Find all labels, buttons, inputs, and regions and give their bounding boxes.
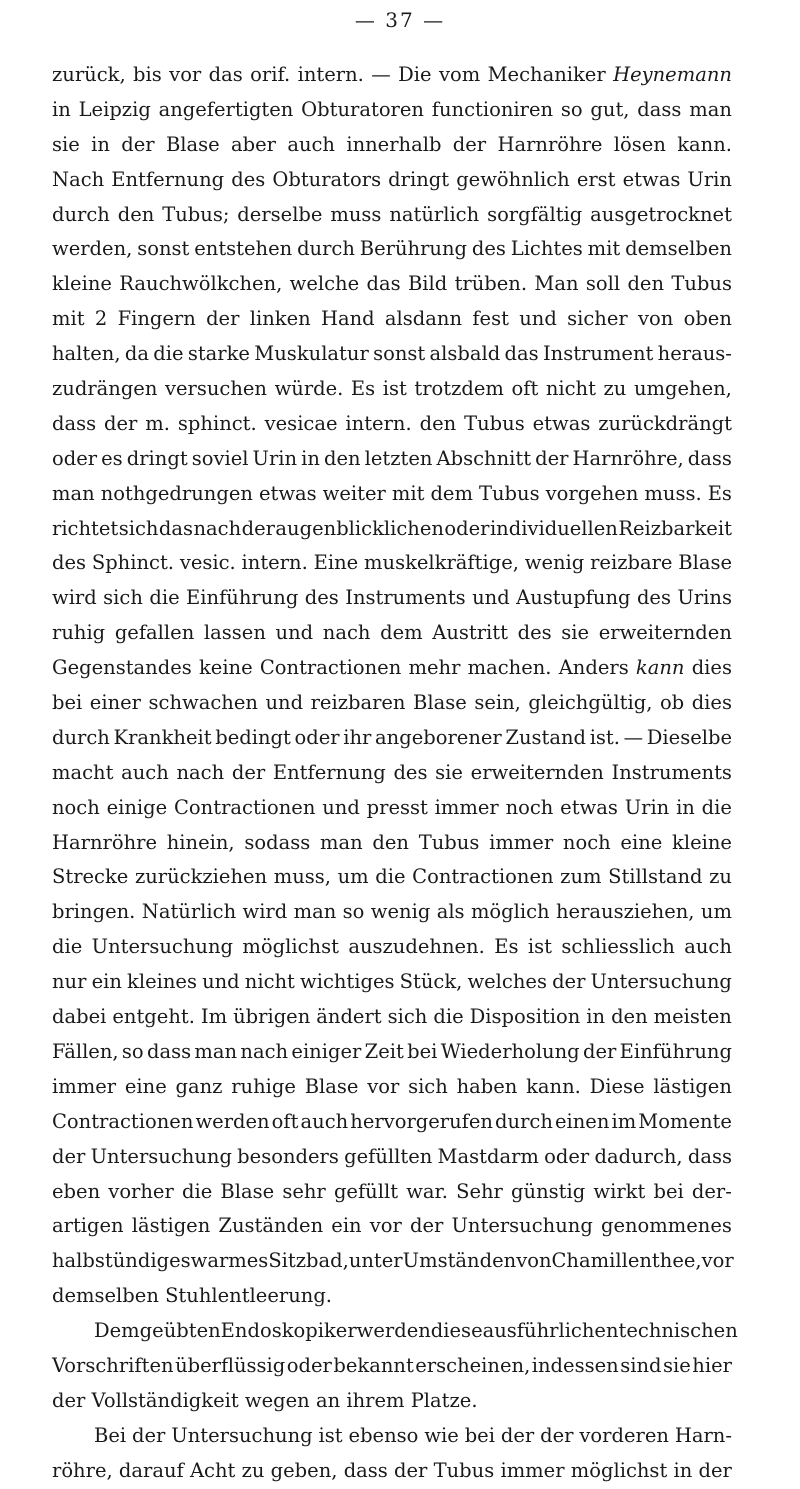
- text-line: in Leipzig angefertigten Obturatoren functioniren so gut, dass man: [52, 97, 732, 121]
- text-line: ruhig gefallen lassen und nach dem Austritt des sie erweiternden: [52, 621, 732, 645]
- text-line: durch Krankheit bedingt oder ihr angeborener Zustand ist. — Dieselbe: [52, 725, 732, 749]
- text-line: Strecke zurückziehen muss, um die Contractionen zum Stillstand zu: [52, 865, 732, 889]
- text-line: bei einer schwachen und reizbaren Blase sein, gleichgültig, ob dies: [52, 691, 732, 715]
- text-line: werden, sonst entstehen durch Berührung des Lichtes mit demselben: [52, 237, 732, 261]
- text-line: Harnröhre hinein, sodass man den Tubus immer noch eine kleine: [52, 830, 732, 854]
- text-line: eben vorher die Blase sehr gefüllt war. Sehr günstig wirkt bei der-: [52, 1179, 732, 1203]
- text-line: die Untersuchung möglichst auszudehnen. Es ist schliesslich auch: [52, 935, 732, 959]
- text-line: sie in der Blase aber auch innerhalb der Harnröhre lösen kann.: [52, 132, 732, 156]
- text-line: dass der m. sphinct. vesicae intern. den Tubus etwas zurückdrängt: [52, 411, 732, 435]
- text-line: Bei der Untersuchung ist ebenso wie bei der der vorderen Harn-: [94, 1423, 732, 1447]
- text-line: Gegenstandes keine Contractionen mehr machen. Anders kann dies: [52, 656, 732, 680]
- text-line: artigen lästigen Zuständen ein vor der Untersuchung genommenes: [52, 1214, 732, 1238]
- text-line: zurück, bis vor das orif. intern. — Die vom Mechaniker Heynemann: [52, 63, 732, 86]
- body-text: [52, 58, 738, 1489]
- text-line: zudrängen versuchen würde. Es ist trotzdem oft nicht zu umgehen,: [52, 377, 732, 401]
- text-line: durch den Tubus; derselbe muss natürlich sorgfältig ausgetrocknet: [52, 202, 732, 226]
- text-line: wird sich die Einführung des Instruments und Austupfung des Urins: [52, 586, 732, 610]
- text-line: der Untersuchung besonders gefüllten Mastdarm oder dadurch, dass: [52, 1144, 732, 1168]
- text-line: Vorschriften überflüssig oder bekannt erscheinen, indessen sind sie hier: [52, 1353, 732, 1377]
- text-line: dabei entgeht. Im übrigen ändert sich die Disposition in den meisten: [52, 1005, 732, 1029]
- text-line: kleine Rauchwölkchen, welche das Bild trüben. Man soll den Tubus: [52, 272, 732, 296]
- text-line: oder es dringt soviel Urin in den letzten Abschnitt der Harnröhre, dass: [52, 446, 732, 470]
- text-line: halbstündiges warmes Sitzbad, unter Umständen von Chamillenthee, vor: [52, 1249, 734, 1273]
- text-line: immer eine ganz ruhige Blase vor sich haben kann. Diese lästigen: [52, 1074, 732, 1098]
- text-line: nur ein kleines und nicht wichtiges Stück, welches der Untersuchung: [52, 970, 732, 994]
- text-line: mit 2 Fingern der linken Hand alsdann fest und sicher von oben: [52, 307, 732, 331]
- text-line: des Sphinct. vesic. intern. Eine muskelkräftige, wenig reizbare Blase: [52, 551, 732, 575]
- text-line: noch einige Contractionen und presst immer noch etwas Urin in die: [52, 795, 732, 819]
- text-line: Fällen, so dass man nach einiger Zeit bei Wiederholung der Einführung: [52, 1039, 732, 1063]
- text-line: macht auch nach der Entfernung des sie erweiternden Instruments: [52, 760, 732, 784]
- text-line: röhre, darauf Acht zu geben, dass der Tubus immer möglichst in der: [52, 1458, 732, 1482]
- text-line: richtet sich das nach der augenblicklichen oder individuellen Reizbarkeit: [52, 516, 732, 540]
- text-line: Nach Entfernung des Obturators dringt gewöhnlich erst etwas Urin: [52, 167, 732, 191]
- text-line: man nothgedrungen etwas weiter mit dem Tubus vorgehen muss. Es: [52, 481, 732, 505]
- text-line: Dem geübten Endoskopiker werden diese ausführlichen technischen: [94, 1319, 738, 1343]
- text-line: Contractionen werden oft auch hervorgerufen durch einen im Momente: [52, 1109, 732, 1133]
- text-line: demselben Stuhlentleerung.: [52, 1284, 332, 1308]
- text-line: halten, da die starke Muskulatur sonst alsbald das Instrument heraus-: [52, 342, 732, 366]
- page-number: — 37 —: [354, 8, 446, 32]
- text-line: bringen. Natürlich wird man so wenig als möglich herausziehen, um: [52, 900, 732, 924]
- text-line: der Vollständigkeit wegen an ihrem Platze.: [52, 1388, 478, 1412]
